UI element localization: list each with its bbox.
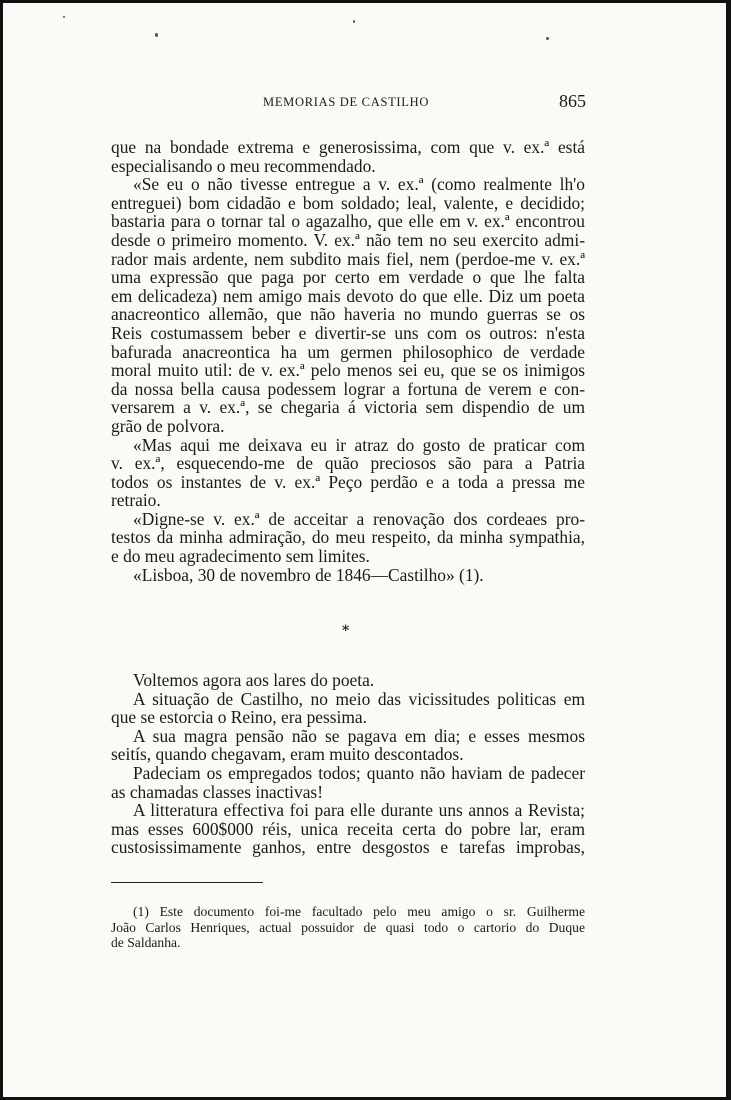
text-line: «Se eu o não tivesse entregue a v. ex.ª (como realmente lh'o [133, 174, 585, 195]
text-line: uma expressão que paga por certo em verdade o que lhe falta [111, 267, 585, 288]
text-line: desde o primeiro momento. V. ex.ª não tem no seu exercito admi- [111, 229, 585, 250]
body-text-block-2 [111, 671, 585, 857]
text-line: que na bondade extrema e generosissima, com que v. ex.ª está [111, 137, 585, 157]
page-number: 865 [559, 91, 586, 111]
body-text-block-1 [111, 138, 585, 584]
text-line: Voltemos agora aos lares do poeta. [133, 670, 375, 690]
footnote-line: de Saldanha. [111, 935, 181, 950]
footnote [111, 904, 585, 951]
text-line: versarem a v. ex.ª, se chegaria á victoria sem dispendio de um [111, 397, 585, 418]
text-line: retraio. [111, 490, 161, 511]
text-line: testos da minha admiração, do meu respeito, da minha sympathia, [111, 527, 585, 548]
print-speck [63, 16, 65, 18]
text-line: anacreontico allemão, que não haveria no mundo guerras se os [111, 304, 585, 325]
print-speck [353, 20, 355, 23]
text-line: e do meu agradecimento sem limites. [111, 546, 370, 567]
text-line: moral muito util: de v. ex.ª pelo menos sei eu, que se os inimigos [111, 360, 585, 381]
text-line: especialisando o meu recommendado. [111, 155, 376, 176]
text-line: A situação de Castilho, no meio das vicissitudes politicas em [133, 688, 585, 709]
text-line: mas esses 600$000 réis, unica receita certa do pobre lar, eram [111, 818, 585, 839]
print-speck [546, 37, 549, 40]
text-line: as chamadas classes inactivas! [111, 781, 323, 802]
text-line: entreguei) bom cidadão e bom soldado; leal, valente, e decidido; [111, 192, 585, 213]
footnote-line: João Carlos Henriques, actual possuidor de quasi todo o cartorio do Duque [111, 919, 585, 935]
running-title: MEMORIAS DE CASTILHO [263, 95, 430, 109]
text-line: Reis costumassem beber e divertir-se uns com os outros: n'esta [111, 322, 585, 343]
text-line: rador mais ardente, nem subdito mais fiel, nem (perdoe-me v. ex.ª [111, 248, 585, 269]
text-line: bastaria para o tornar tal o agazalho, que elle em v. ex.ª encontrou [111, 211, 585, 232]
text-line: custosissimamente ganhos, entre desgostos e tarefas improbas, [111, 837, 585, 858]
text-line: grão de polvora. [111, 415, 225, 436]
text-line: «Digne-se v. ex.ª de acceitar a renovação dos cordeaes pro- [133, 508, 585, 529]
footnote-rule [111, 882, 263, 883]
text-line: «Lisboa, 30 de novembro de 1846—Castilho» (1). [133, 564, 484, 585]
text-line: todos os instantes de v. ex.ª Peço perdão e a toda a pressa me [111, 471, 585, 492]
text-line: da nossa bella causa podessem lograr a fortuna de verem e con- [111, 378, 585, 399]
text-line: seitís, quando chegavam, eram muito descontados. [111, 744, 464, 765]
text-line: A sua magra pensão não se pagava em dia; e esses mesmos [133, 725, 585, 746]
section-asterism: * [342, 623, 350, 639]
text-line: bafurada anacreontica ha um germen philosophico de verdade [111, 341, 585, 362]
text-line: que se estorcia o Reino, era pessima. [111, 707, 367, 728]
print-speck [155, 33, 158, 37]
text-line: em delicadeza) nem amigo mais devoto do que elle. Diz um poeta [111, 285, 585, 306]
footnote-line: (1) Este documento foi-me facultado pelo meu amigo o sr. Guilherme [133, 904, 585, 919]
text-line: Padeciam os empregados todos; quanto não haviam de padecer [133, 762, 585, 783]
text-line: v. ex.ª, esquecendo-me de quão preciosos são para a Patria [111, 453, 585, 474]
text-line: «Mas aqui me deixava eu ir atraz do gosto de praticar com [133, 434, 585, 455]
text-line: A litteratura effectiva foi para elle durante uns annos a Revista; [133, 800, 585, 821]
